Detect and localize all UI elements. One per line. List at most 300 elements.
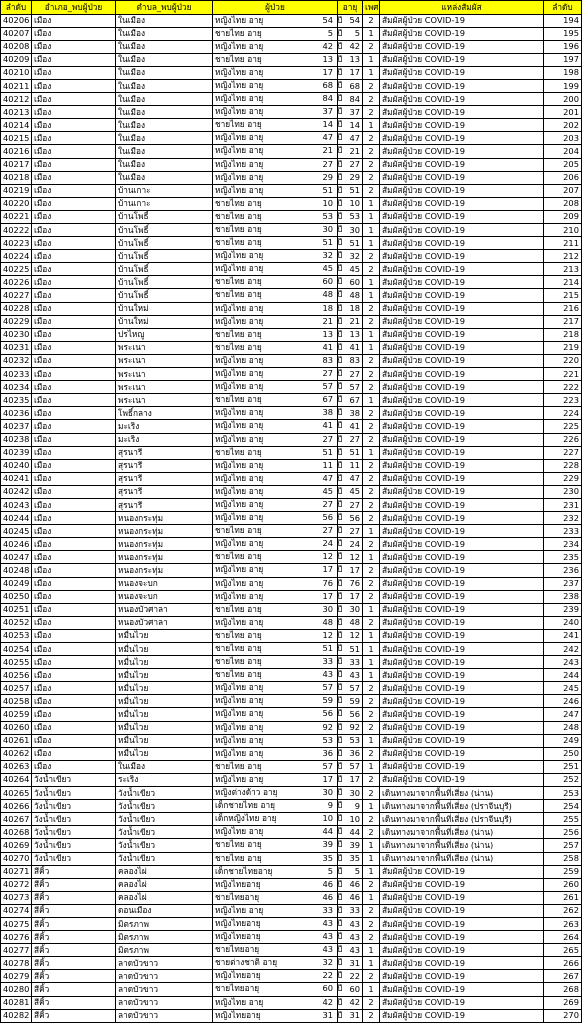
- age-cell: 83: [338, 354, 363, 367]
- case-id-cell: 40240: [1, 459, 32, 472]
- sex-cell: 2: [363, 512, 380, 525]
- source-type: สัมผัสผู้ป่วย: [382, 905, 423, 916]
- case-id-cell: 40263: [1, 760, 32, 773]
- source-detail: COVID-19: [424, 41, 465, 52]
- subdistrict-cell: มะเริง: [116, 433, 213, 446]
- subdistrict-cell: หนองจะบก: [116, 590, 213, 603]
- patient-cell: [213, 603, 343, 616]
- subdistrict-cell: ปรไหญู: [116, 328, 213, 341]
- subdistrict-cell: บ้านโพธิ์: [116, 250, 213, 263]
- sequence-cell: 258: [544, 852, 582, 865]
- source-type: สัมผัสผู้ป่วย: [382, 983, 423, 994]
- patient-age-number: 51: [322, 184, 333, 195]
- district-cell: สีคิ้ว: [32, 917, 116, 930]
- patient-cell: [213, 904, 343, 917]
- subdistrict-cell: สุรนารี: [116, 472, 213, 485]
- patient-age-number: 36: [322, 747, 333, 758]
- subdistrict-cell: โพธิ์กลาง: [116, 407, 213, 420]
- table-row: [1, 276, 582, 289]
- year-unit: ปี: [337, 747, 343, 758]
- subdistrict-cell: พระเนา: [116, 341, 213, 354]
- district-cell: เมือง: [32, 498, 116, 511]
- district-cell: เมือง: [32, 394, 116, 407]
- age-cell: 60: [338, 276, 363, 289]
- source-detail: COVID-19: [424, 735, 465, 746]
- sequence-cell: 235: [544, 551, 582, 564]
- case-id-cell: 40278: [1, 957, 32, 970]
- patient-desc: ชายไทย อายุ: [215, 446, 262, 457]
- sequence-cell: 215: [544, 289, 582, 302]
- subdistrict-cell: คลองไผ่: [116, 865, 213, 878]
- patient-desc: ชายไทย อายุ: [215, 328, 262, 339]
- source-detail: COVID-19: [424, 1010, 465, 1021]
- case-id-cell: 40258: [1, 695, 32, 708]
- year-unit: ปี: [337, 53, 343, 64]
- district-cell: เมือง: [32, 708, 116, 721]
- header-patient: ผู้ป่วย: [213, 1, 338, 15]
- case-id-cell: 40272: [1, 878, 32, 891]
- source-detail: COVID-19: [424, 918, 465, 929]
- source-cell: [380, 237, 544, 250]
- sequence-cell: 207: [544, 184, 582, 197]
- patient-desc: หญิงไทย อายุ: [215, 40, 264, 51]
- patient-age-number: 27: [322, 158, 333, 169]
- table-row: [1, 302, 582, 315]
- sex-cell: 1: [363, 197, 380, 210]
- age-cell: 57: [338, 381, 363, 394]
- source-cell: [380, 865, 544, 878]
- patient-age-number: 54: [322, 14, 333, 25]
- age-cell: 21: [338, 145, 363, 158]
- sex-cell: 1: [363, 289, 380, 302]
- age-cell: 51: [338, 237, 363, 250]
- subdistrict-cell: ลาดบัวขาว: [116, 996, 213, 1009]
- age-cell: 17: [338, 773, 363, 786]
- patient-age-number: 39: [322, 839, 333, 850]
- patient-desc: ชายไทย อายุ: [215, 394, 262, 405]
- case-id-cell: 40230: [1, 328, 32, 341]
- patient-age-number: 67: [322, 394, 333, 405]
- table-body: [1, 14, 582, 1022]
- source-type: สัมผัสผู้ป่วย: [382, 290, 423, 301]
- patient-cell: [213, 394, 343, 407]
- source-detail: COVID-19: [424, 198, 465, 209]
- sequence-cell: 197: [544, 53, 582, 66]
- case-id-cell: 40213: [1, 106, 32, 119]
- patient-cell: [213, 93, 343, 106]
- sex-cell: 2: [363, 315, 380, 328]
- source-type: สัมผัสผู้ป่วย: [382, 329, 423, 340]
- source-detail: COVID-19: [424, 983, 465, 994]
- year-unit: ปี: [337, 852, 343, 863]
- patient-age-number: 48: [322, 289, 333, 300]
- source-type: เดินทางมาจากพื้นที่เสี่ยง: [382, 813, 469, 824]
- source-type: สัมผัสผู้ป่วย: [382, 997, 423, 1008]
- patient-age-number: 32: [322, 957, 333, 968]
- patient-age-number: 5: [327, 865, 333, 876]
- patient-desc: ชายไทย อายุ: [215, 760, 262, 771]
- patient-cell: [213, 276, 343, 289]
- table-row: [1, 773, 582, 786]
- case-id-cell: 40226: [1, 276, 32, 289]
- case-id-cell: 40246: [1, 538, 32, 551]
- patient-desc: หญิงไทย อายุ: [215, 14, 264, 25]
- patient-desc: หญิงไทย อายุ: [215, 381, 264, 392]
- patient-age-number: 10: [322, 813, 333, 824]
- year-unit: ปี: [337, 983, 343, 994]
- source-detail: COVID-19: [424, 15, 465, 26]
- case-id-cell: 40277: [1, 944, 32, 957]
- source-cell: [380, 420, 544, 433]
- subdistrict-cell: ลาดบัวขาว: [116, 1009, 213, 1022]
- subdistrict-cell: ในเมือง: [116, 119, 213, 132]
- patient-age-number: 53: [322, 734, 333, 745]
- patient-age-number: 84: [322, 93, 333, 104]
- age-cell: 67: [338, 394, 363, 407]
- year-unit: ปี: [337, 904, 343, 915]
- subdistrict-cell: มะเริง: [116, 420, 213, 433]
- patient-desc: หญิงไทยอายุ: [215, 917, 261, 928]
- source-cell: [380, 917, 544, 930]
- patient-cell: [213, 368, 343, 381]
- table-row: [1, 852, 582, 865]
- sex-cell: 1: [363, 53, 380, 66]
- source-cell: [380, 328, 544, 341]
- patient-desc: หญิงไทย อายุ: [215, 747, 264, 758]
- source-cell: [380, 341, 544, 354]
- year-unit: ปี: [337, 590, 343, 601]
- district-cell: สีคิ้ว: [32, 944, 116, 957]
- patient-cell: [213, 433, 343, 446]
- source-cell: [380, 158, 544, 171]
- source-detail: COVID-19: [424, 997, 465, 1008]
- patient-cell: [213, 210, 343, 223]
- source-cell: [380, 446, 544, 459]
- district-cell: เมือง: [32, 734, 116, 747]
- table-row: [1, 394, 582, 407]
- subdistrict-cell: หมื่นไวย: [116, 747, 213, 760]
- district-cell: เมือง: [32, 643, 116, 656]
- source-detail: COVID-19: [424, 970, 465, 981]
- source-detail: COVID-19: [424, 564, 465, 575]
- patient-cell: [213, 27, 343, 40]
- source-cell: [380, 721, 544, 734]
- age-cell: 41: [338, 420, 363, 433]
- patient-desc: หญิงไทย อายุ: [215, 904, 264, 915]
- year-unit: ปี: [337, 485, 343, 496]
- patient-cell: [213, 40, 343, 53]
- table-row: [1, 760, 582, 773]
- patient-age-number: 12: [322, 629, 333, 640]
- table-row: [1, 354, 582, 367]
- source-cell: [380, 14, 544, 27]
- age-cell: 14: [338, 119, 363, 132]
- patient-age-number: 27: [322, 433, 333, 444]
- age-cell: 27: [338, 433, 363, 446]
- sequence-cell: 253: [544, 787, 582, 800]
- source-type: สัมผัสผู้ป่วย: [382, 303, 423, 314]
- age-cell: 17: [338, 564, 363, 577]
- patient-desc: หญิงไทย อายุ: [215, 66, 264, 77]
- sequence-cell: 216: [544, 302, 582, 315]
- source-detail: COVID-19: [424, 303, 465, 314]
- source-cell: [380, 1009, 544, 1022]
- sequence-cell: 210: [544, 224, 582, 237]
- table-row: [1, 145, 582, 158]
- source-type: สัมผัสผู้ป่วย: [382, 709, 423, 720]
- table-row: [1, 970, 582, 983]
- patient-desc: ชายไทยอายุ: [215, 944, 260, 955]
- subdistrict-cell: บ้านเกาะ: [116, 184, 213, 197]
- sex-cell: 1: [363, 629, 380, 642]
- source-detail: COVID-19: [424, 329, 465, 340]
- source-cell: [380, 564, 544, 577]
- patient-age-number: 46: [322, 891, 333, 902]
- patient-cell: [213, 66, 343, 79]
- age-cell: 36: [338, 747, 363, 760]
- patient-cell: [213, 590, 343, 603]
- source-type: สัมผัสผู้ป่วย: [382, 106, 423, 117]
- district-cell: เมือง: [32, 40, 116, 53]
- district-cell: เมือง: [32, 629, 116, 642]
- case-id-cell: 40221: [1, 210, 32, 223]
- source-cell: [380, 813, 544, 826]
- source-cell: [380, 590, 544, 603]
- case-id-cell: 40250: [1, 590, 32, 603]
- source-type: สัมผัสผู้ป่วย: [382, 145, 423, 156]
- sequence-cell: 241: [544, 629, 582, 642]
- case-id-cell: 40238: [1, 433, 32, 446]
- source-detail: COVID-19: [424, 669, 465, 680]
- patient-desc: หญิงไทย อายุ: [215, 263, 264, 274]
- header-seq: ลำดับ: [544, 1, 582, 15]
- case-id-cell: 40231: [1, 341, 32, 354]
- source-cell: [380, 773, 544, 786]
- source-cell: [380, 629, 544, 642]
- patient-desc: หญิงไทย อายุ: [215, 472, 264, 483]
- case-id-cell: 40273: [1, 891, 32, 904]
- sequence-cell: 194: [544, 14, 582, 27]
- sex-cell: 2: [363, 577, 380, 590]
- year-unit: ปี: [337, 381, 343, 392]
- source-cell: [380, 472, 544, 485]
- sequence-cell: 226: [544, 433, 582, 446]
- case-id-cell: 40245: [1, 525, 32, 538]
- subdistrict-cell: ในเมือง: [116, 66, 213, 79]
- year-unit: ปี: [337, 171, 343, 182]
- subdistrict-cell: พระเนา: [116, 394, 213, 407]
- patient-cell: [213, 826, 343, 839]
- header-age: อายุ: [338, 1, 363, 15]
- header-source: แหล่งสัมผัส: [380, 1, 544, 15]
- district-cell: เมือง: [32, 171, 116, 184]
- patient-desc: หญิงไทย อายุ: [215, 302, 264, 313]
- sequence-cell: 249: [544, 734, 582, 747]
- source-cell: [380, 250, 544, 263]
- source-type: สัมผัสผู้ป่วย: [382, 735, 423, 746]
- patient-cell: [213, 498, 343, 511]
- sequence-cell: 245: [544, 682, 582, 695]
- district-cell: เมือง: [32, 250, 116, 263]
- sex-cell: 2: [363, 420, 380, 433]
- sequence-cell: 261: [544, 891, 582, 904]
- source-cell: [380, 119, 544, 132]
- table-row: [1, 106, 582, 119]
- sex-cell: 2: [363, 590, 380, 603]
- source-detail: COVID-19: [424, 512, 465, 523]
- district-cell: วังน้ำเขียว: [32, 800, 116, 813]
- age-cell: 33: [338, 904, 363, 917]
- patient-desc: ชายไทย อายุ: [215, 551, 262, 562]
- patient-desc: หญิงไทย อายุ: [215, 721, 264, 732]
- subdistrict-cell: ระเริง: [116, 773, 213, 786]
- patient-age-number: 56: [322, 512, 333, 523]
- district-cell: เมือง: [32, 551, 116, 564]
- patient-cell: [213, 237, 343, 250]
- sequence-cell: 196: [544, 40, 582, 53]
- source-cell: [380, 734, 544, 747]
- patient-age-number: 11: [322, 459, 333, 470]
- age-cell: 76: [338, 577, 363, 590]
- source-detail: COVID-19: [424, 316, 465, 327]
- patient-age-number: 92: [322, 721, 333, 732]
- case-id-cell: 40275: [1, 917, 32, 930]
- year-unit: ปี: [337, 551, 343, 562]
- patient-desc: หญิงไทย อายุ: [215, 315, 264, 326]
- patient-age-number: 43: [322, 917, 333, 928]
- sex-cell: 1: [363, 852, 380, 865]
- subdistrict-cell: หมื่นไวย: [116, 708, 213, 721]
- patient-cell: [213, 289, 343, 302]
- subdistrict-cell: หนองกระทุ่ม: [116, 525, 213, 538]
- table-row: [1, 263, 582, 276]
- source-cell: [380, 27, 544, 40]
- age-cell: 17: [338, 66, 363, 79]
- table-row: [1, 721, 582, 734]
- subdistrict-cell: มิตรภาพ: [116, 917, 213, 930]
- case-id-cell: 40279: [1, 970, 32, 983]
- age-cell: 43: [338, 944, 363, 957]
- source-type: สัมผัสผู้ป่วย: [382, 604, 423, 615]
- patient-cell: [213, 302, 343, 315]
- source-type: สัมผัสผู้ป่วย: [382, 512, 423, 523]
- source-cell: [380, 996, 544, 1009]
- year-unit: ปี: [337, 564, 343, 575]
- year-unit: ปี: [337, 420, 343, 431]
- subdistrict-cell: บ้านใหม่: [116, 315, 213, 328]
- source-type: สัมผัสผู้ป่วย: [382, 80, 423, 91]
- patient-age-number: 33: [322, 656, 333, 667]
- table-row: [1, 381, 582, 394]
- source-cell: [380, 944, 544, 957]
- patient-age-number: 17: [322, 773, 333, 784]
- district-cell: วังน้ำเขียว: [32, 787, 116, 800]
- year-unit: ปี: [337, 40, 343, 51]
- sex-cell: 2: [363, 368, 380, 381]
- patient-cell: [213, 132, 343, 145]
- sex-cell: 1: [363, 224, 380, 237]
- table-row: [1, 420, 582, 433]
- patient-age-number: 5: [327, 27, 333, 38]
- sex-cell: 2: [363, 747, 380, 760]
- subdistrict-cell: บ้านโพธิ์: [116, 289, 213, 302]
- district-cell: เมือง: [32, 721, 116, 734]
- source-type: สัมผัสผู้ป่วย: [382, 198, 423, 209]
- patient-desc: หญิงไทย อายุ: [215, 590, 264, 601]
- district-cell: เมือง: [32, 328, 116, 341]
- table-row: [1, 996, 582, 1009]
- source-detail: COVID-19: [424, 67, 465, 78]
- district-cell: เมือง: [32, 289, 116, 302]
- subdistrict-cell: บ้านโพธิ์: [116, 224, 213, 237]
- age-cell: 24: [338, 538, 363, 551]
- age-cell: 92: [338, 721, 363, 734]
- sex-cell: 1: [363, 891, 380, 904]
- sequence-cell: 248: [544, 721, 582, 734]
- source-type: สัมผัสผู้ป่วย: [382, 407, 423, 418]
- source-detail: COVID-19: [424, 434, 465, 445]
- sex-cell: 2: [363, 538, 380, 551]
- year-unit: ปี: [337, 721, 343, 732]
- source-cell: [380, 407, 544, 420]
- patient-cell: [213, 629, 343, 642]
- age-cell: 33: [338, 656, 363, 669]
- header-subdistrict: ตำบล_พบผู้ป่วย: [116, 1, 213, 15]
- sex-cell: 1: [363, 341, 380, 354]
- case-id-cell: 40233: [1, 368, 32, 381]
- patient-desc: หญิงไทย อายุ: [215, 171, 264, 182]
- subdistrict-cell: พระเนา: [116, 354, 213, 367]
- sequence-cell: 259: [544, 865, 582, 878]
- sex-cell: 1: [363, 119, 380, 132]
- source-cell: [380, 224, 544, 237]
- case-id-cell: 40251: [1, 603, 32, 616]
- table-row: [1, 616, 582, 629]
- sex-cell: 2: [363, 813, 380, 826]
- patient-age-number: 42: [322, 996, 333, 1007]
- table-row: [1, 171, 582, 184]
- patient-age-number: 31: [322, 1009, 333, 1020]
- year-unit: ปี: [337, 616, 343, 627]
- case-id-cell: 40274: [1, 904, 32, 917]
- year-unit: ปี: [337, 734, 343, 745]
- sex-cell: 2: [363, 878, 380, 891]
- patient-desc: หญิงไทย อายุ: [215, 682, 264, 693]
- district-cell: เมือง: [32, 315, 116, 328]
- source-detail: COVID-19: [424, 237, 465, 248]
- patient-desc: ชายไทย อายุ: [215, 119, 262, 130]
- table-row: [1, 14, 582, 27]
- age-cell: 45: [338, 263, 363, 276]
- subdistrict-cell: คลองไผ่: [116, 891, 213, 904]
- patient-desc: หญิงไทย อายุ: [215, 498, 264, 509]
- age-cell: 38: [338, 407, 363, 420]
- sequence-cell: 265: [544, 944, 582, 957]
- district-cell: เมือง: [32, 760, 116, 773]
- patient-age-number: 33: [322, 904, 333, 915]
- case-id-cell: 40219: [1, 184, 32, 197]
- year-unit: ปี: [337, 368, 343, 379]
- table-row: [1, 237, 582, 250]
- source-detail: COVID-19: [424, 722, 465, 733]
- source-detail: COVID-19: [424, 486, 465, 497]
- patient-age-number: 51: [322, 237, 333, 248]
- sex-cell: 1: [363, 276, 380, 289]
- patient-age-number: 60: [322, 276, 333, 287]
- case-id-cell: 40256: [1, 669, 32, 682]
- year-unit: ปี: [337, 695, 343, 706]
- sequence-cell: 228: [544, 459, 582, 472]
